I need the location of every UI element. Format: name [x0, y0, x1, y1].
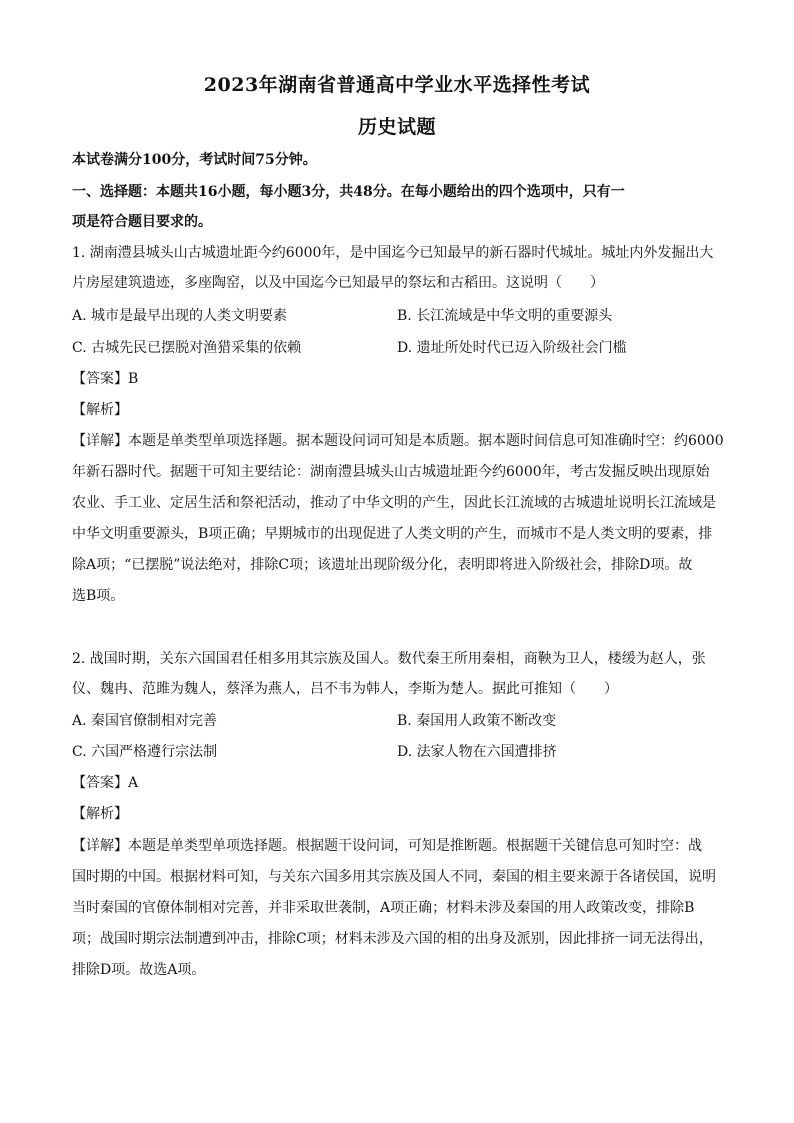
question-2-option-b: B. 秦国用人政策不断改变 — [397, 713, 557, 729]
question-1-detail-line2: 年新石器时代。据题干可知主要结论：湖南澧县城头山古城遗址距今约6000年，考古发掘反映出现原始 — [72, 464, 710, 480]
question-2-answer: 【答案】A — [72, 775, 139, 791]
question-1-detail-line6: 选B项。 — [72, 588, 125, 604]
question-1-option-c: C. 古城先民已摆脱对渔猎采集的依赖 — [72, 340, 302, 356]
question-1-analysis-label: 【解析】 — [72, 402, 128, 418]
question-2-detail-line3: 当时秦国的官僚体制相对完善，并非采取世袭制，A项正确；材料未涉及秦国的用人政策改变，排除B — [72, 900, 695, 916]
question-2-detail-line1: 【详解】本题是单类型单项选择题。根据题干设问词，可知是推断题。根据题干关键信息可知时空：战 — [72, 838, 702, 854]
question-1-option-d: D. 遗址所处时代已迈入阶级社会门槛 — [397, 340, 627, 356]
question-1-detail-line3: 农业、手工业、定居生活和祭祀活动，推动了中华文明的产生，因此长江流域的古城遗址说明长江流域是 — [72, 495, 716, 511]
section-heading-line1: 一、选择题：本题共16小题，每小题3分，共48分。在每小题给出的四个选项中，只有一 — [72, 184, 625, 200]
exam-note: 本试卷满分100分，考试时间75分钟。 — [72, 152, 317, 168]
question-1-detail-line1: 【详解】本题是单类型单项选择题。据本题设问词可知是本质题。据本题时间信息可知准确时空：约6000 — [72, 433, 724, 449]
question-1-answer: 【答案】B — [72, 371, 139, 387]
question-2-option-c: C. 六国严格遵行宗法制 — [72, 744, 218, 760]
question-2-detail-line2: 国时期的中国。根据材料可知，与关东六国多用其宗族及国人不同，秦国的相主要来源于各诸侯国，说明 — [72, 869, 716, 885]
question-1-stem-line2: 片房屋建筑遗迹，多座陶窑，以及中国迄今已知最早的祭坛和古稻田。这说明（ ） — [72, 275, 604, 291]
question-1-option-a: A. 城市是最早出现的人类文明要素 — [72, 308, 288, 324]
question-2-analysis-label: 【解析】 — [72, 806, 128, 822]
question-1-option-b: B. 长江流域是中华文明的重要源头 — [397, 308, 613, 324]
question-1-detail-line5: 除A项；“已摆脱”说法绝对，排除C项；该遗址出现阶级分化，表明即将进入阶级社会，排除D项。故 — [72, 557, 693, 573]
question-2-detail-line4: 项；战国时期宗法制遭到冲击，排除C项；材料未涉及六国的相的出身及派别，因此排挤一词无法得出， — [72, 931, 713, 947]
question-2-detail-line5: 排除D项。故选A项。 — [72, 962, 206, 978]
question-2-stem-line1: 2. 战国时期，关东六国国君任相多用其宗族及国人。数代秦王所用秦相，商鞅为卫人，楼缓为赵人，张 — [72, 651, 706, 667]
exam-title: 2023年湖南省普通高中学业水平选择性考试 — [203, 74, 591, 96]
question-2-option-d: D. 法家人物在六国遭排挤 — [397, 744, 557, 760]
question-2-option-a: A. 秦国官僚制相对完善 — [72, 713, 218, 729]
question-1-stem-line1: 1. 湖南澧县城头山古城遗址距今约6000年，是中国迄今已知最早的新石器时代城址。城址内外发掘出大 — [72, 245, 714, 261]
question-2-stem-line2: 仪、魏冉、范雎为魏人，蔡泽为燕人，吕不韦为韩人，李斯为楚人。据此可推知（ ） — [72, 681, 618, 697]
question-1-detail-line4: 中华文明重要源头，B项正确；早期城市的出现促进了人类文明的产生，而城市不是人类文明的要素，排 — [72, 526, 713, 542]
section-heading-line2: 项是符合题目要求的。 — [72, 214, 212, 230]
exam-subtitle: 历史试题 — [357, 116, 436, 138]
